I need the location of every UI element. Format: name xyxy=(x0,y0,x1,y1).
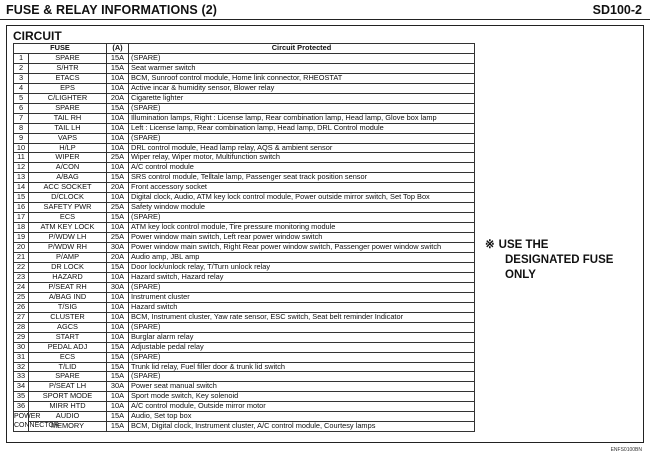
fuse-amperage: 15A xyxy=(107,103,129,113)
circuit-protected: Front accessory socket xyxy=(129,183,475,193)
fuse-number: 22 xyxy=(14,262,29,272)
table-row xyxy=(14,113,475,123)
note-mark-icon: ※ xyxy=(485,239,495,251)
fuse-number: 17 xyxy=(14,213,29,223)
table-row xyxy=(14,63,475,73)
note-line-3: ONLY xyxy=(505,269,536,281)
fuse-name: ECS xyxy=(29,213,107,223)
fuse-number: 28 xyxy=(14,322,29,332)
circuit-protected: (SPARE) xyxy=(129,133,475,143)
fuse-amperage: 10A xyxy=(107,143,129,153)
fuse-name: A/CON xyxy=(29,163,107,173)
table-row xyxy=(14,272,475,282)
circuit-protected: Adjustable pedal relay xyxy=(129,342,475,352)
circuit-protected: Power window main switch, Left rear power window switch xyxy=(129,233,475,243)
fuse-number: 23 xyxy=(14,272,29,282)
page-title: FUSE & RELAY INFORMATIONS (2) xyxy=(6,3,218,17)
fuse-name: P/WDW LH xyxy=(29,233,107,243)
fuse-number: 5 xyxy=(14,93,29,103)
table-row xyxy=(14,53,475,63)
table-row xyxy=(14,372,475,382)
circuit-protected: Safety window module xyxy=(129,203,475,213)
fuse-number: 31 xyxy=(14,352,29,362)
fuse-name: ACC SOCKET xyxy=(29,183,107,193)
table-row xyxy=(14,402,475,412)
table-row xyxy=(14,382,475,392)
fuse-number: 10 xyxy=(14,143,29,153)
fuse-amperage: 10A xyxy=(107,123,129,133)
power-connector-amperage: 15A xyxy=(107,422,129,432)
fuse-name: P/AMP xyxy=(29,253,107,263)
fuse-table xyxy=(13,43,475,432)
table-row xyxy=(14,163,475,173)
fuse-name: SPORT MODE xyxy=(29,392,107,402)
fuse-amperage: 10A xyxy=(107,272,129,282)
power-connector-name: MEMORY xyxy=(29,422,107,432)
page-code: SD100-2 xyxy=(592,3,642,17)
fuse-name: P/WDW RH xyxy=(29,243,107,253)
fuse-name: HAZARD xyxy=(29,272,107,282)
fuse-number: 1 xyxy=(14,53,29,63)
fuse-name: START xyxy=(29,332,107,342)
fuse-number: 14 xyxy=(14,183,29,193)
circuit-protected: Left : License lamp, Rear combination lamp, Head lamp, DRL Control module xyxy=(129,123,475,133)
fuse-amperage: 15A xyxy=(107,63,129,73)
fuse-number: 12 xyxy=(14,163,29,173)
fuse-name: C/LIGHTER xyxy=(29,93,107,103)
fuse-number: 20 xyxy=(14,243,29,253)
table-row xyxy=(14,312,475,322)
circuit-protected: Door lock/unlock relay, T/Turn unlock relay xyxy=(129,262,475,272)
table-row xyxy=(14,342,475,352)
power-connector-label xyxy=(14,412,59,432)
circuit-protected: Illumination lamps, Right : License lamp, Rear combination lamp, Head lamp, Glove box lamp xyxy=(129,113,475,123)
fuse-name: MIRR HTD xyxy=(29,402,107,412)
fuse-amperage: 25A xyxy=(107,153,129,163)
fuse-amperage: 10A xyxy=(107,302,129,312)
page-header xyxy=(0,0,650,20)
fuse-amperage: 15A xyxy=(107,362,129,372)
header-circuit: Circuit Protected xyxy=(129,44,475,54)
fuse-name: P/SEAT LH xyxy=(29,382,107,392)
table-row xyxy=(14,143,475,153)
circuit-protected: (SPARE) xyxy=(129,213,475,223)
power-connector-circuit: BCM, Digital clock, Instrument cluster, A/C control module, Courtesy lamps xyxy=(129,422,475,432)
fuse-amperage: 15A xyxy=(107,213,129,223)
circuit-protected: Power seat manual switch xyxy=(129,382,475,392)
table-row xyxy=(14,292,475,302)
fuse-name: ETACS xyxy=(29,73,107,83)
table-row xyxy=(14,352,475,362)
fuse-number: 8 xyxy=(14,123,29,133)
fuse-amperage: 30A xyxy=(107,382,129,392)
power-connector-amperage: 15A xyxy=(107,412,129,422)
fuse-name: D/CLOCK xyxy=(29,193,107,203)
fuse-number: 9 xyxy=(14,133,29,143)
table-row xyxy=(14,183,475,193)
fuse-number: 11 xyxy=(14,153,29,163)
fuse-number: 33 xyxy=(14,372,29,382)
fuse-name: A/BAG xyxy=(29,173,107,183)
circuit-frame xyxy=(6,25,644,443)
fuse-table-body xyxy=(14,53,475,431)
fuse-amperage: 15A xyxy=(107,53,129,63)
circuit-protected: Hazard switch xyxy=(129,302,475,312)
fuse-amperage: 25A xyxy=(107,203,129,213)
table-row xyxy=(14,223,475,233)
circuit-protected: Digital clock, Audio, ATM key lock control module, Power outside mirror switch, Set Top Box xyxy=(129,193,475,203)
fuse-amperage: 20A xyxy=(107,183,129,193)
circuit-protected: Audio amp, JBL amp xyxy=(129,253,475,263)
fuse-amperage: 30A xyxy=(107,282,129,292)
fuse-number: 13 xyxy=(14,173,29,183)
fuse-number: 15 xyxy=(14,193,29,203)
table-row xyxy=(14,103,475,113)
power-connector-row xyxy=(14,412,475,422)
fuse-number: 30 xyxy=(14,342,29,352)
table-row xyxy=(14,253,475,263)
circuit-protected: Burglar alarm relay xyxy=(129,332,475,342)
circuit-protected: (SPARE) xyxy=(129,352,475,362)
fuse-name: ECS xyxy=(29,352,107,362)
power-connector-row xyxy=(14,422,475,432)
fuse-amperage: 10A xyxy=(107,332,129,342)
circuit-protected: A/C control module, Outside mirror motor xyxy=(129,402,475,412)
fuse-number: 26 xyxy=(14,302,29,312)
fuse-number: 21 xyxy=(14,253,29,263)
fuse-name: TAIL LH xyxy=(29,123,107,133)
fuse-amperage: 15A xyxy=(107,342,129,352)
table-row xyxy=(14,332,475,342)
circuit-protected: Wiper relay, Wiper motor, Multifunction switch xyxy=(129,153,475,163)
circuit-protected: Trunk lid relay, Fuel filler door & trunk lid switch xyxy=(129,362,475,372)
header-amp: (A) xyxy=(107,44,129,54)
fuse-amperage: 10A xyxy=(107,193,129,203)
fuse-amperage: 10A xyxy=(107,83,129,93)
power-connector-name: AUDIO xyxy=(29,412,107,422)
table-row xyxy=(14,362,475,372)
fuse-amperage: 10A xyxy=(107,113,129,123)
fuse-name: AGCS xyxy=(29,322,107,332)
fuse-amperage: 10A xyxy=(107,322,129,332)
power-connector-circuit: Audio, Set top box xyxy=(129,412,475,422)
fuse-number: 24 xyxy=(14,282,29,292)
fuse-amperage: 30A xyxy=(107,243,129,253)
circuit-protected: ATM key lock control module, Tire pressure monitoring module xyxy=(129,223,475,233)
fuse-name: DR LOCK xyxy=(29,262,107,272)
fuse-amperage: 20A xyxy=(107,93,129,103)
table-row xyxy=(14,282,475,292)
header-fuse: FUSE xyxy=(14,44,107,54)
fuse-amperage: 15A xyxy=(107,352,129,362)
circuit-protected: (SPARE) xyxy=(129,372,475,382)
fuse-name: ATM KEY LOCK xyxy=(29,223,107,233)
fuse-number: 16 xyxy=(14,203,29,213)
fuse-name: SPARE xyxy=(29,53,107,63)
fuse-number: 18 xyxy=(14,223,29,233)
section-title: CIRCUIT xyxy=(13,29,62,43)
circuit-protected: Cigarette lighter xyxy=(129,93,475,103)
fuse-amperage: 10A xyxy=(107,292,129,302)
power-connector-label-line-2: CONNECTOR xyxy=(14,421,59,429)
fuse-amperage: 10A xyxy=(107,133,129,143)
fuse-number: 29 xyxy=(14,332,29,342)
fuse-name: EPS xyxy=(29,83,107,93)
fuse-amperage: 10A xyxy=(107,223,129,233)
circuit-protected: (SPARE) xyxy=(129,103,475,113)
table-row xyxy=(14,243,475,253)
table-row xyxy=(14,322,475,332)
fuse-amperage: 10A xyxy=(107,392,129,402)
fuse-amperage: 20A xyxy=(107,253,129,263)
fuse-amperage: 15A xyxy=(107,372,129,382)
circuit-protected: Power window main switch, Right Rear power window switch, Passenger power window switch xyxy=(129,243,475,253)
fuse-amperage: 10A xyxy=(107,402,129,412)
table-row xyxy=(14,302,475,312)
circuit-protected: (SPARE) xyxy=(129,282,475,292)
fuse-amperage: 10A xyxy=(107,312,129,322)
fuse-number: 25 xyxy=(14,292,29,302)
fuse-number: 34 xyxy=(14,382,29,392)
fuse-name: SAFETY PWR xyxy=(29,203,107,213)
fuse-name: T/SIG xyxy=(29,302,107,312)
circuit-protected: BCM, Sunroof control module, Home link connector, RHEOSTAT xyxy=(129,73,475,83)
fuse-number: 4 xyxy=(14,83,29,93)
note-line-2: DESIGNATED FUSE xyxy=(505,254,614,266)
table-row xyxy=(14,173,475,183)
fuse-name: H/LP xyxy=(29,143,107,153)
power-connector-label-line-1: POWER xyxy=(14,412,41,420)
fuse-name: PEDAL ADJ xyxy=(29,342,107,352)
fuse-name: A/BAG IND xyxy=(29,292,107,302)
fuse-number: 7 xyxy=(14,113,29,123)
table-row xyxy=(14,392,475,402)
fuse-number: 2 xyxy=(14,63,29,73)
circuit-protected: Instrument cluster xyxy=(129,292,475,302)
fuse-number: 27 xyxy=(14,312,29,322)
fuse-name: WIPER xyxy=(29,153,107,163)
table-row xyxy=(14,83,475,93)
fuse-amperage: 10A xyxy=(107,73,129,83)
fuse-name: TAIL RH xyxy=(29,113,107,123)
fuse-number: 6 xyxy=(14,103,29,113)
circuit-protected: Hazard switch, Hazard relay xyxy=(129,272,475,282)
fuse-name: VAPS xyxy=(29,133,107,143)
circuit-protected: SRS control module, Telltale lamp, Passenger seat track position sensor xyxy=(129,173,475,183)
fuse-name: SPARE xyxy=(29,372,107,382)
circuit-protected: A/C control module xyxy=(129,163,475,173)
footer-code: ENFS0100BN xyxy=(610,447,642,453)
circuit-protected: Sport mode switch, Key solenoid xyxy=(129,392,475,402)
table-row xyxy=(14,213,475,223)
fuse-number: 19 xyxy=(14,233,29,243)
table-row xyxy=(14,123,475,133)
designated-fuse-note xyxy=(485,238,613,283)
table-row xyxy=(14,233,475,243)
fuse-number: 3 xyxy=(14,73,29,83)
table-row xyxy=(14,262,475,272)
fuse-name: SPARE xyxy=(29,103,107,113)
fuse-name: CLUSTER xyxy=(29,312,107,322)
fuse-name: T/LID xyxy=(29,362,107,372)
fuse-amperage: 15A xyxy=(107,262,129,272)
fuse-number: 36 xyxy=(14,402,29,412)
circuit-protected: BCM, Instrument cluster, Yaw rate sensor, ESC switch, Seat belt reminder Indicator xyxy=(129,312,475,322)
table-row xyxy=(14,153,475,163)
fuse-number: 35 xyxy=(14,392,29,402)
fuse-name: S/HTR xyxy=(29,63,107,73)
circuit-protected: (SPARE) xyxy=(129,53,475,63)
note-line-1: USE THE xyxy=(498,239,549,251)
table-row xyxy=(14,133,475,143)
fuse-name: P/SEAT RH xyxy=(29,282,107,292)
fuse-amperage: 15A xyxy=(107,173,129,183)
fuse-amperage: 25A xyxy=(107,233,129,243)
table-row xyxy=(14,73,475,83)
table-row xyxy=(14,93,475,103)
circuit-protected: Seat warmer switch xyxy=(129,63,475,73)
table-row xyxy=(14,193,475,203)
fuse-amperage: 10A xyxy=(107,163,129,173)
fuse-number: 32 xyxy=(14,362,29,372)
table-row xyxy=(14,203,475,213)
circuit-protected: (SPARE) xyxy=(129,322,475,332)
circuit-protected: DRL control module, Head lamp relay, AQS & ambient sensor xyxy=(129,143,475,153)
circuit-protected: Active incar & humidity sensor, Blower relay xyxy=(129,83,475,93)
table-header-row xyxy=(14,44,475,54)
